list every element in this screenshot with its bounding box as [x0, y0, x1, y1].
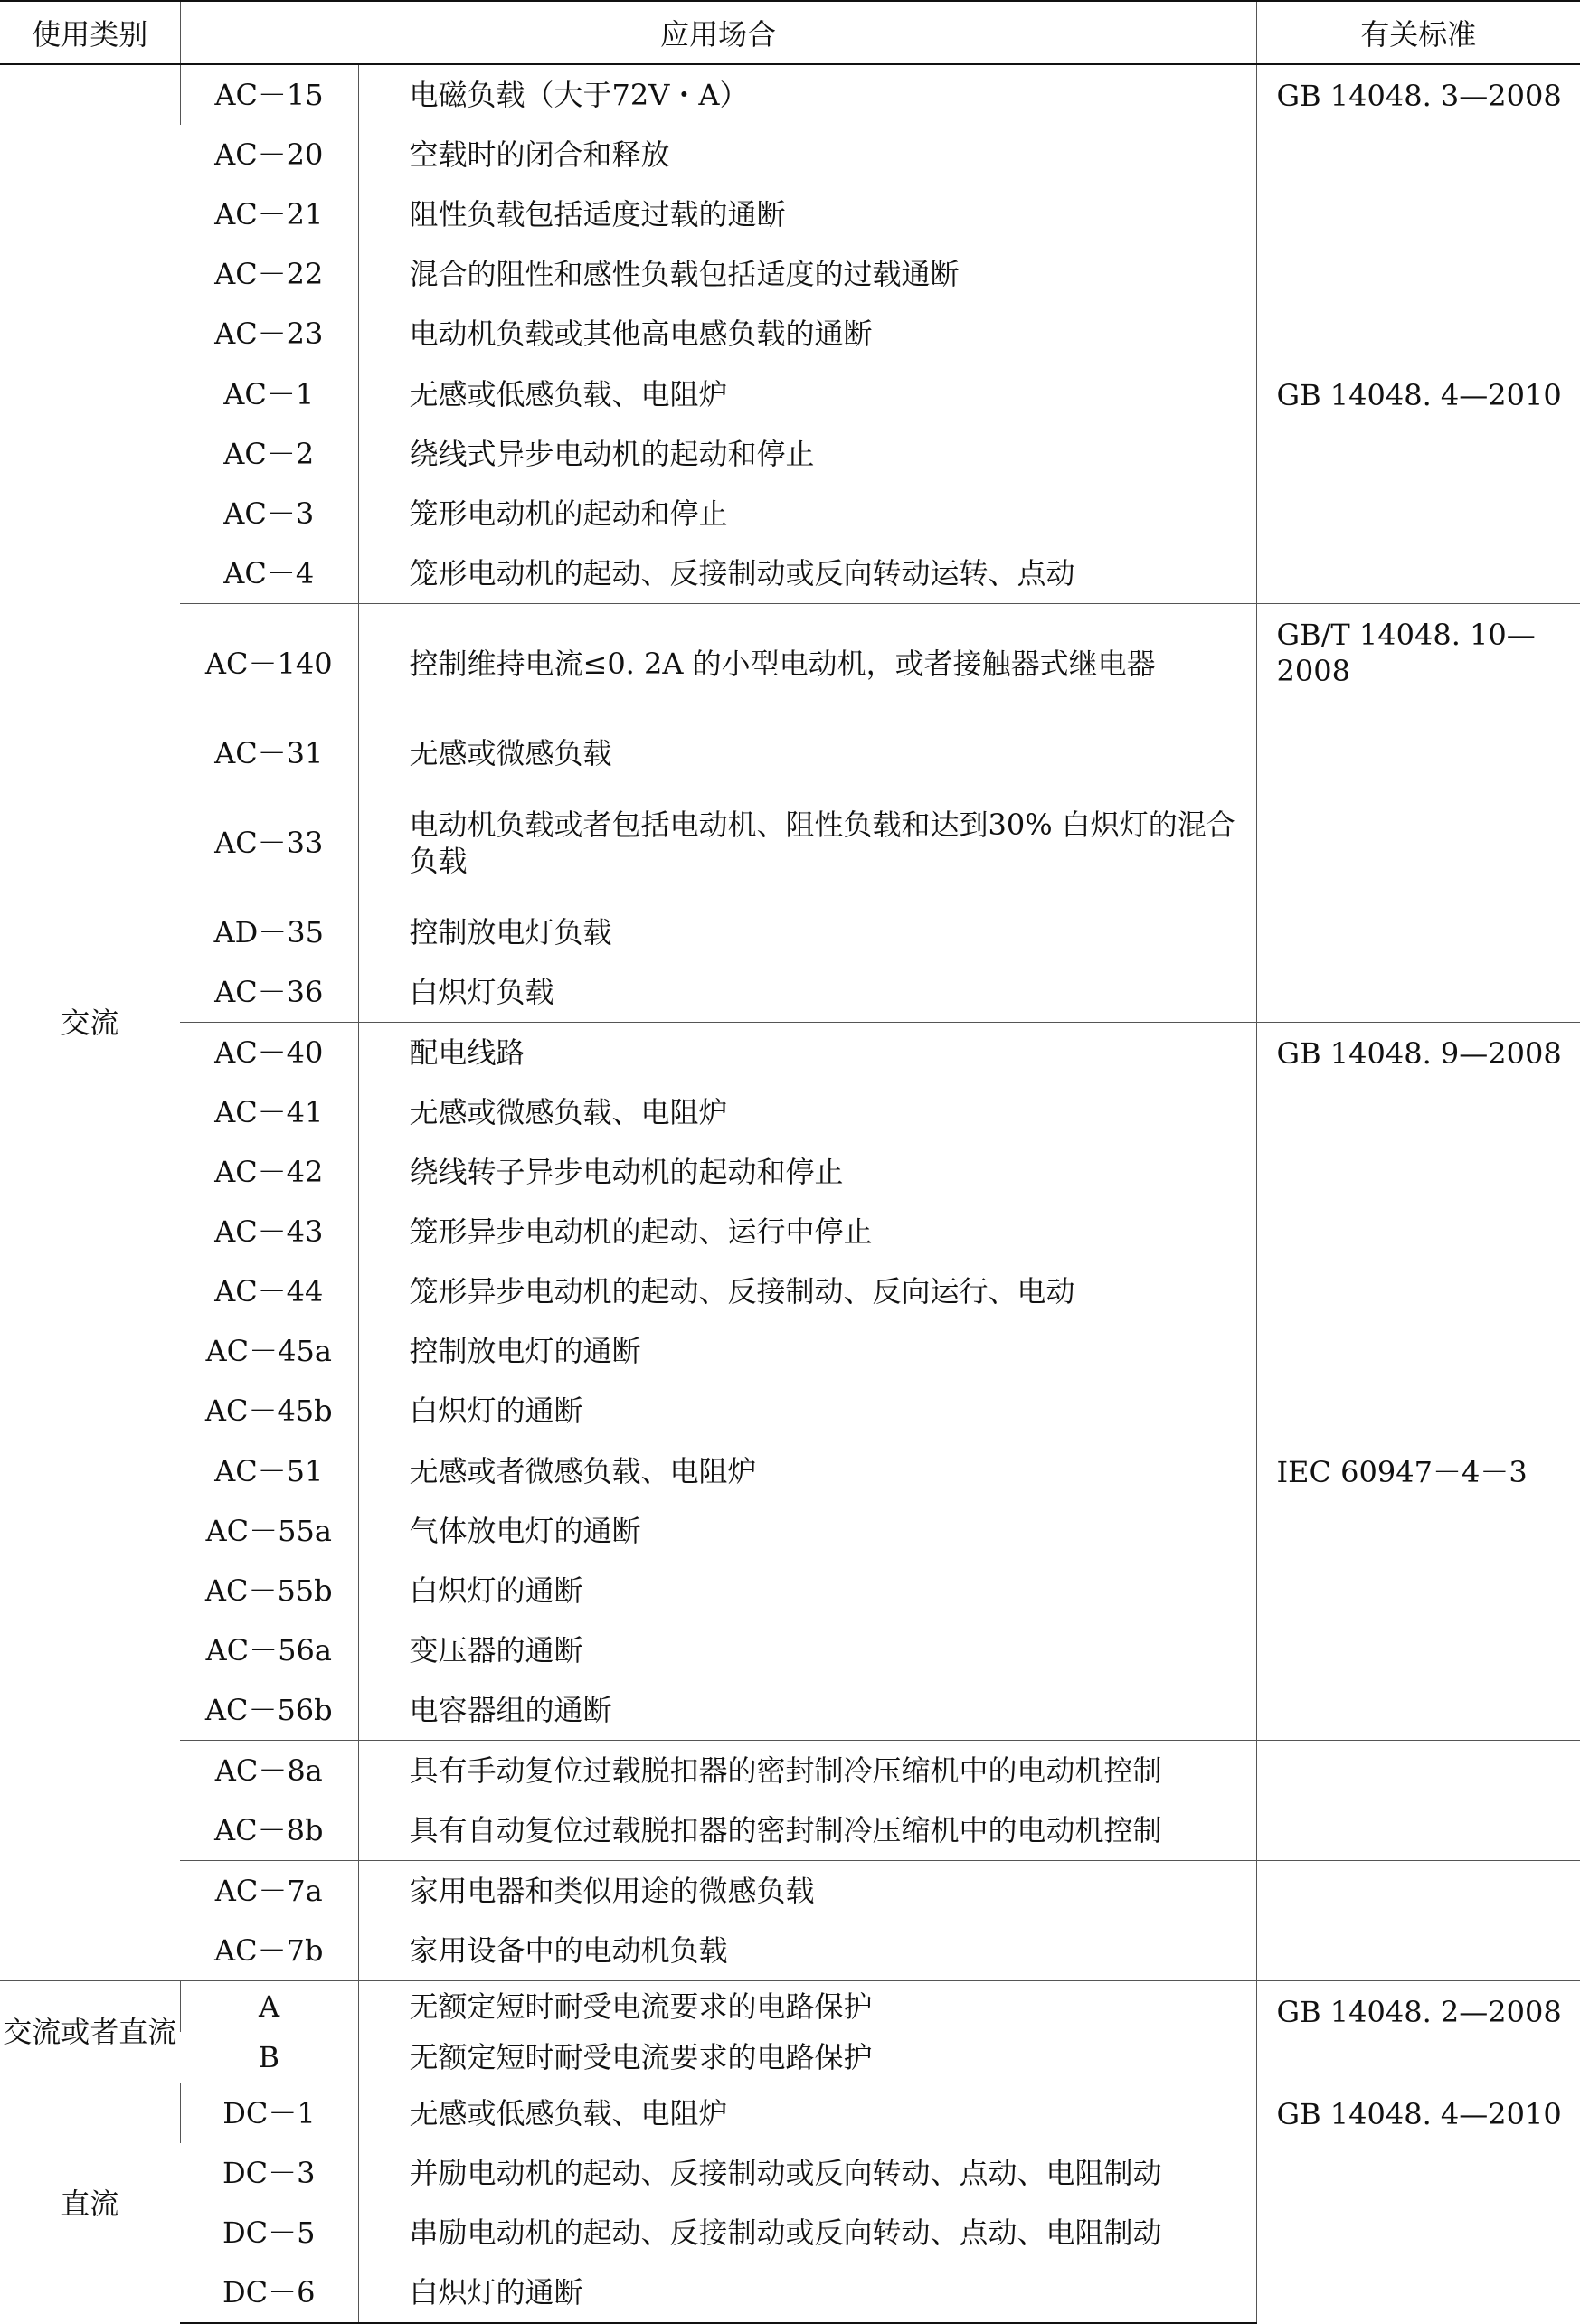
application-cell: 无感或微感负载 [358, 723, 1256, 783]
standard-cell: IEC 60947－4－3 [1256, 1441, 1580, 1741]
usage-code-cell: AC－23 [214, 316, 324, 351]
standard-cell: GB 14048. 9—2008 [1256, 1023, 1580, 1441]
application-cell: 控制放电灯负载 [358, 902, 1256, 962]
application-cell: 无感或低感负载、电阻炉 [358, 2083, 1256, 2144]
application-cell: 电容器组的通断 [358, 1680, 1256, 1741]
usage-code-cell: AC－2 [223, 437, 315, 471]
table-row [0, 604, 1580, 724]
application-cell: 气体放电灯的通断 [358, 1501, 1256, 1561]
usage-code-cell: DC－6 [180, 2263, 358, 2323]
usage-code-cell: AC－7a [180, 1861, 358, 1922]
usage-code-cell: AC－8a [180, 1741, 358, 1801]
usage-code-cell: AC－15 [180, 64, 358, 125]
usage-code-cell: DC－5 [222, 2215, 316, 2250]
application-cell: 并励电动机的起动、反接制动或反向转动、点动、电阻制动 [358, 2143, 1256, 2203]
standard-cell: GB 14048. 3—2008 [1256, 64, 1580, 364]
application-cell: 控制维持电流≤0. 2A 的小型电动机，或者接触器式继电器 [358, 604, 1256, 724]
standard-cell [1256, 1861, 1580, 1981]
standard-cell [1256, 1741, 1580, 1861]
application-cell: 家用电器和类似用途的微感负载 [358, 1861, 1256, 1922]
application-cell: 串励电动机的起动、反接制动或反向转动、点动、电阻制动 [358, 2203, 1256, 2263]
application-cell: 阻性负载包括适度过载的通断 [358, 184, 1256, 244]
application-cell: 混合的阻性和感性负载包括适度的过载通断 [358, 244, 1256, 304]
usage-code-cell: AC－22 [214, 257, 324, 291]
header-row [0, 1, 1580, 64]
header-application: 应用场合 [180, 1, 1256, 64]
table-row [0, 1861, 1580, 1922]
table-row [0, 1441, 1580, 1502]
usage-code-cell: AC－56b [204, 1693, 333, 1727]
usage-code-cell: DC－3 [222, 2156, 316, 2190]
usage-code-cell: AC－8b [214, 1813, 324, 1847]
application-cell: 白炽灯的通断 [358, 1381, 1256, 1441]
application-cell: 空载时的闭合和释放 [358, 125, 1256, 184]
usage-code-cell: AC－43 [214, 1214, 324, 1249]
usage-code-cell: AC－33 [214, 826, 324, 860]
standard-cell: GB 14048. 2—2008 [1256, 1981, 1580, 2083]
application-cell: 电动机负载或其他高电感负载的通断 [358, 304, 1256, 364]
usage-code-cell: AC－55a [205, 1514, 332, 1548]
usage-code-cell: AC－44 [214, 1274, 324, 1308]
usage-code-cell: AC－42 [214, 1155, 324, 1189]
usage-code-cell: AC－45b [204, 1393, 333, 1428]
usage-code-cell: AC－56a [205, 1633, 332, 1667]
standard-cell: GB 14048. 4—2010 [1256, 2083, 1580, 2324]
table-row [0, 64, 1580, 125]
usage-code-cell: AC－21 [214, 197, 324, 231]
application-cell: 白炽灯负载 [358, 962, 1256, 1023]
table-row [0, 2083, 1580, 2144]
application-cell: 无感或微感负载、电阻炉 [358, 1082, 1256, 1142]
usage-code-cell: AD－35 [213, 915, 324, 949]
usage-code-cell: AC－20 [214, 137, 324, 172]
application-cell: 无额定短时耐受电流要求的电路保护 [358, 1981, 1256, 2033]
application-cell: 无感或低感负载、电阻炉 [358, 364, 1256, 425]
usage-code-cell: AC－140 [180, 604, 358, 724]
usage-code-cell: AC－7b [214, 1933, 324, 1968]
application-cell: 家用设备中的电动机负载 [358, 1921, 1256, 1981]
application-cell: 控制放电灯的通断 [358, 1321, 1256, 1381]
usage-code-cell: AC－41 [214, 1095, 324, 1129]
application-cell: 笼形电动机的起动、反接制动或反向转动运转、点动 [358, 543, 1256, 604]
application-cell: 无感或者微感负载、电阻炉 [358, 1441, 1256, 1502]
usage-code-cell: DC－1 [180, 2083, 358, 2144]
application-cell: 电动机负载或者包括电动机、阻性负载和达到30% 白炽灯的混合负载 [358, 783, 1256, 902]
table-row [0, 1741, 1580, 1801]
usage-code-cell: AC－51 [180, 1441, 358, 1502]
application-cell: 白炽灯的通断 [358, 1561, 1256, 1620]
usage-code-cell: AC－31 [214, 736, 324, 770]
table-row [0, 364, 1580, 425]
usage-code-cell: B [258, 2040, 279, 2074]
header-category: 使用类别 [0, 1, 180, 64]
application-cell: 变压器的通断 [358, 1620, 1256, 1680]
header-standard: 有关标准 [1256, 1, 1580, 64]
usage-code-cell: AC－4 [223, 556, 315, 590]
table-row [0, 1981, 1580, 2033]
application-cell: 具有手动复位过载脱扣器的密封制冷压缩机中的电动机控制 [358, 1741, 1256, 1801]
table-body [0, 64, 1580, 2323]
application-cell: 笼形异步电动机的起动、反接制动、反向运行、电动 [358, 1261, 1256, 1321]
application-cell: 配电线路 [358, 1023, 1256, 1083]
category-cell: 交流 [0, 64, 180, 1981]
application-cell: 笼形异步电动机的起动、运行中停止 [358, 1202, 1256, 1261]
application-cell: 无额定短时耐受电流要求的电路保护 [358, 2032, 1256, 2083]
usage-code-cell: AC－45a [205, 1334, 332, 1368]
application-cell: 具有自动复位过载脱扣器的密封制冷压缩机中的电动机控制 [358, 1800, 1256, 1861]
category-cell: 交流或者直流 [0, 1981, 180, 2083]
standard-cell: GB/T 14048. 10—2008 [1256, 604, 1580, 1023]
category-cell: 直流 [0, 2083, 180, 2324]
usage-code-cell: A [180, 1981, 358, 2033]
application-cell: 电磁负载（大于72V・A） [358, 64, 1256, 125]
usage-code-cell: AC－55b [204, 1573, 333, 1608]
standard-cell: GB 14048. 4—2010 [1256, 364, 1580, 604]
usage-code-cell: AC－3 [223, 496, 315, 531]
usage-code-cell: AC－40 [180, 1023, 358, 1083]
usage-code-cell: AC－1 [180, 364, 358, 425]
application-cell: 笼形电动机的起动和停止 [358, 484, 1256, 543]
application-cell: 绕线式异步电动机的起动和停止 [358, 424, 1256, 484]
usage-code-cell: AC－36 [214, 975, 324, 1009]
application-cell: 白炽灯的通断 [358, 2263, 1256, 2323]
table-row [0, 1023, 1580, 1083]
application-cell: 绕线转子异步电动机的起动和停止 [358, 1142, 1256, 1202]
